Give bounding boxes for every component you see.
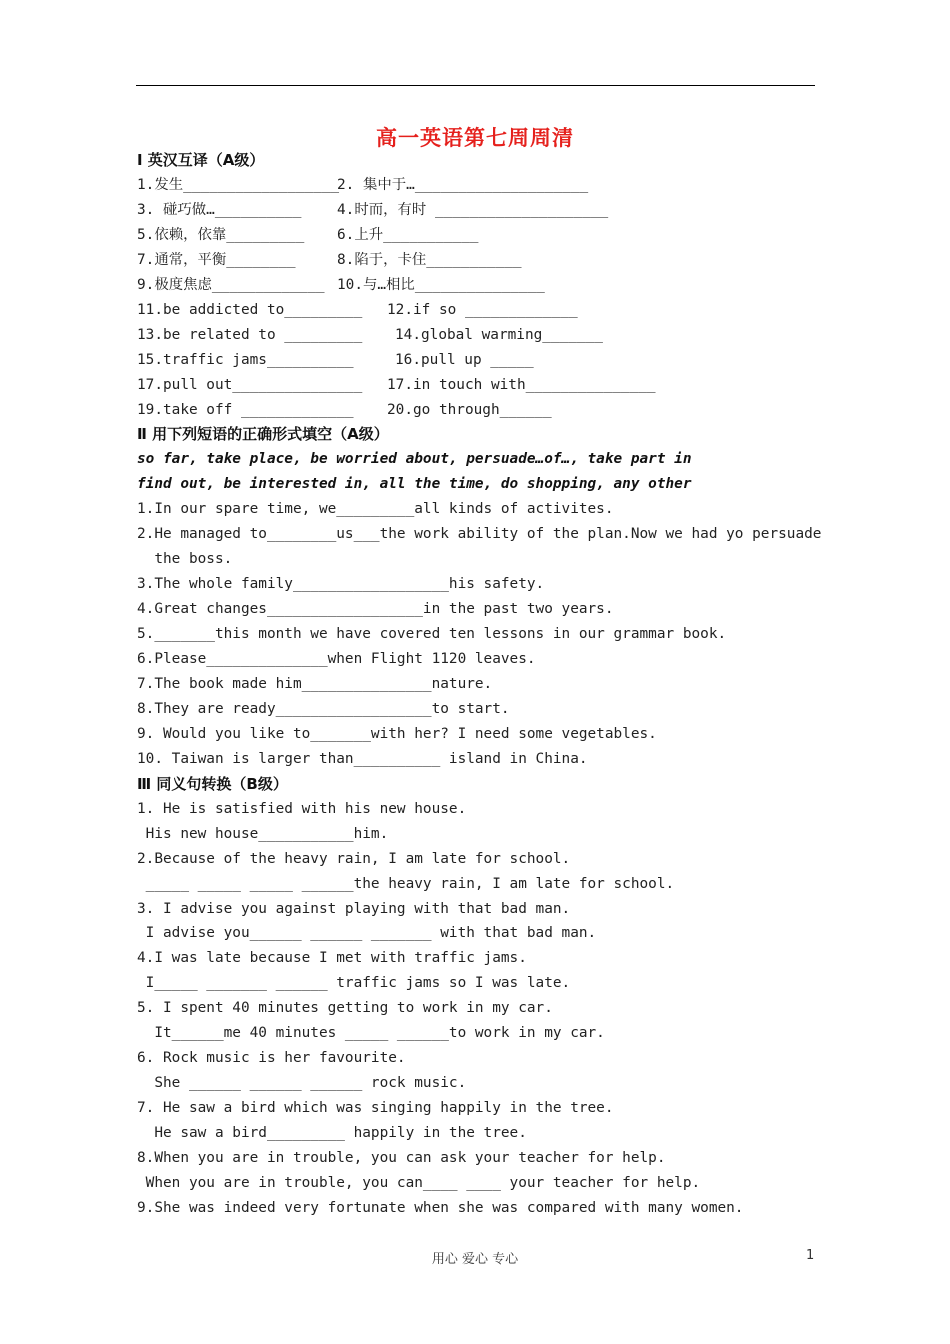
vocab-item: 7.通常，平衡________ — [137, 251, 296, 268]
vocab-item: 10.与…相比_______________ — [337, 276, 545, 293]
rewrite-item: 3. I advise you against playing with that bad man. — [137, 900, 571, 917]
rewrite-item: I advise you______ ______ _______ with that bad man. — [137, 925, 597, 942]
vocab-item: 1.发生__________________ — [137, 176, 340, 193]
rewrite-item: 8.When you are in trouble, you can ask your teacher for help. — [137, 1150, 666, 1166]
header-rule — [136, 85, 815, 86]
rewrite-item: 1. He is satisfied with his new house. — [137, 800, 467, 817]
vocab-item: 19.take off _____________ — [137, 401, 354, 418]
vocab-item: 17.pull out_______________ — [137, 376, 363, 393]
fill-blank-item: 6.Please______________when Flight 1120 leaves. — [137, 651, 536, 667]
rewrite-item: She ______ ______ ______ rock music. — [137, 1075, 467, 1092]
fill-blank-item: 5._______this month we have covered ten lessons in our grammar book. — [137, 626, 727, 642]
vocab-item: 15.traffic jams__________ — [137, 351, 354, 368]
rewrite-item: 4.I was late because I met with traffic jams. — [137, 950, 527, 967]
vocab-item: 6.上升___________ — [337, 226, 479, 243]
phrase-bank: find out, be interested in, all the time, do shopping, any other — [137, 476, 692, 493]
page-number: 1 — [806, 1248, 815, 1263]
fill-blank-item: 3.The whole family__________________his safety. — [137, 576, 545, 593]
rewrite-item: 9.She was indeed very fortunate when she was compared with many women. — [137, 1199, 744, 1216]
section-3-heading: Ⅲ 同义句转换（B级） — [137, 774, 288, 793]
section-2-heading: Ⅱ 用下列短语的正确形式填空（A级） — [137, 425, 389, 444]
rewrite-item: 6. Rock music is her favourite. — [137, 1050, 406, 1067]
fill-blank-item: 7.The book made him_______________nature. — [137, 675, 493, 692]
vocab-item: 3. 碰巧做…__________ — [137, 201, 302, 218]
vocab-item: 9.极度焦虑_____________ — [137, 276, 325, 293]
rewrite-item: 2.Because of the heavy rain, I am late for school. — [137, 850, 571, 867]
rewrite-item: His new house___________him. — [137, 825, 389, 842]
fill-blank-item: 4.Great changes__________________in the past two years. — [137, 601, 614, 618]
section-1-heading: Ⅰ 英汉互译（A级） — [137, 151, 265, 169]
rewrite-item: 7. He saw a bird which was singing happily in the tree. — [137, 1100, 614, 1117]
page-title: 高一英语第七周周清 — [376, 125, 574, 150]
rewrite-item: I_____ _______ ______ traffic jams so I was late. — [137, 975, 571, 992]
rewrite-item: When you are in trouble, you can____ ____ your teacher for help. — [137, 1174, 701, 1191]
vocab-item: 12.if so _____________ — [387, 301, 578, 318]
vocab-item: 16.pull up _____ — [395, 351, 534, 368]
footer-motto: 用心 爱心 专心 — [431, 1252, 519, 1267]
rewrite-item: 5. I spent 40 minutes getting to work in my car. — [137, 1000, 553, 1017]
fill-blank-item: the boss. — [137, 551, 233, 568]
vocab-item: 2. 集中于…____________________ — [337, 176, 589, 193]
phrase-bank: so far, take place, be worried about, persuade…of…, take part in — [137, 451, 692, 468]
vocab-item: 17.in touch with_______________ — [387, 376, 656, 393]
fill-blank-item: 8.They are ready__________________to start. — [137, 700, 510, 717]
vocab-item: 14.global warming_______ — [395, 326, 603, 343]
rewrite-item: He saw a bird_________ happily in the tree. — [137, 1125, 527, 1141]
fill-blank-item: 10. Taiwan is larger than__________ island in China. — [137, 750, 588, 767]
vocab-item: 11.be addicted to_________ — [137, 301, 363, 318]
vocab-item: 5.依赖，依靠_________ — [137, 226, 305, 243]
vocab-item: 20.go through______ — [387, 401, 552, 418]
rewrite-item: _____ _____ _____ ______the heavy rain, I am late for school. — [137, 875, 675, 892]
vocab-item: 4.时而，有时 ____________________ — [337, 201, 609, 218]
fill-blank-item: 9. Would you like to_______with her? I need some vegetables. — [137, 725, 657, 742]
vocab-item: 8.陷于，卡住___________ — [337, 251, 522, 268]
fill-blank-item: 2.He managed to________us___the work ability of the plan.Now we had yo persuade — [137, 526, 822, 543]
rewrite-item: It______me 40 minutes _____ ______to work in my car. — [137, 1025, 605, 1042]
fill-blank-item: 1.In our spare time, we_________all kinds of activites. — [137, 501, 614, 518]
vocab-item: 13.be related to _________ — [137, 326, 363, 343]
